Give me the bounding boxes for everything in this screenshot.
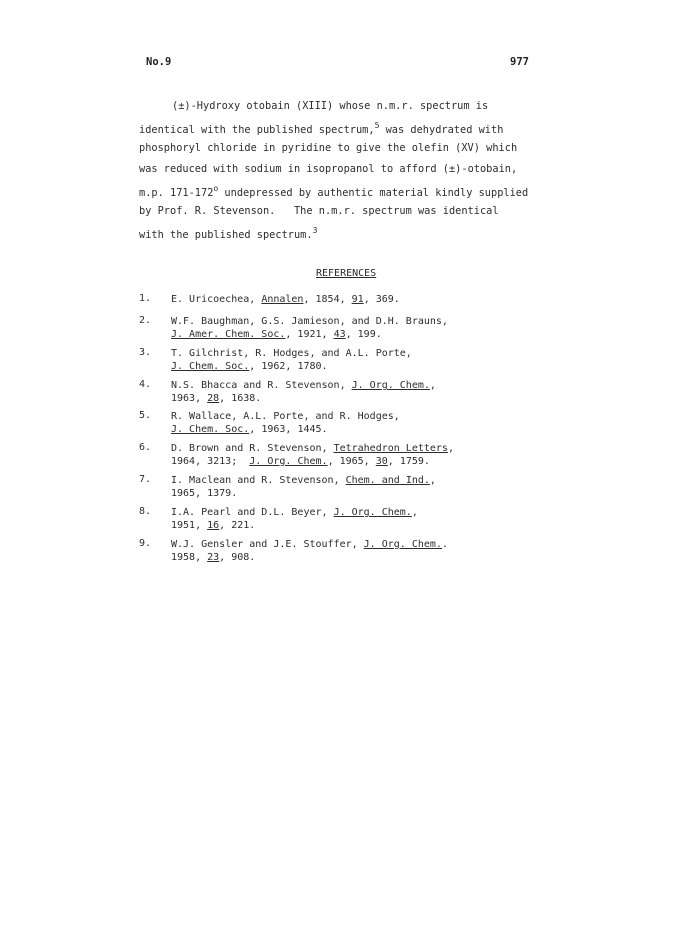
paragraph-line-3: phosphoryl chloride in pyridine to give the olefin (XV) which <box>139 142 518 154</box>
paragraph-line-1: (±)-Hydroxy otobain (XIII) whose n.m.r. spectrum is <box>172 100 489 112</box>
references-heading: REFERENCES <box>316 268 377 279</box>
citation-superscript: 3 <box>312 226 318 235</box>
citation-superscript: 5 <box>374 121 380 130</box>
degree-superscript: o <box>213 184 219 193</box>
paragraph-line-5: m.p. 171-172$^o$ undepressed by authentic material kindly supplied <box>139 184 529 199</box>
paragraph-line-6: by Prof. R. Stevenson. The n.m.r. spectrum was identical <box>139 205 499 217</box>
page-number: 977 <box>510 56 529 68</box>
paragraph-line-7: with the published spectrum.$^3$ <box>139 226 318 241</box>
document-page: No.9 977 (±)-Hydroxy otobain (XIII) whose n.m.r. spectrum is identical with the published spectrum,$^5$ was dehydrated with phosphoryl chloride in pyridine to give the olefin (XV) which was reduced with sodium in isopropanol to afford (±)-otobain, m.p. 171-172$^o$ undepressed by authentic material kindly supplied by Prof. R. Stevenson. The n.m.r. spectrum was identical with the published spectrum.$^3$ REFERENCES 1. E. Uricoechea, Annalen, 1854, 91, 369. 2. W.F. Baughman, G.S. Jamieson, and D.H. Brauns, J. Amer. Chem. Soc., 1921, 43, 199. 3. T. Gilchrist, R. Hodges, and A.L. Porte, J. Chem. Soc., 1962, 1780. 4. N.S. Bhacca and R. Stevenson, J. Org. Chem., 1963, 28, 1638. 5. R. Wallace, A.L. Porte, and R. Hodges, J. Chem. Soc., 1963, 1445. 6. D. Brown and R. Stevenson, Tetrahedron Letters, 1964, 3213; J. Org. Chem., 1965, 30, 1759. 7. I. Maclean and R. Stevenson, Chem. and Ind., 1965, 1379. 8. I.A. Pearl and D.L. Beyer, J. Org. Chem., 1951, 16, 221. 9. W.J. Gensler and J.E. Stouffer, J. Org. Chem.. 1958, 23, 908. <box>139 56 529 563</box>
paragraph-line-4: was reduced with sodium in isopropanol to afford (±)-otobain, <box>139 163 518 175</box>
journal-issue: No.9 <box>146 56 172 68</box>
paragraph-line-2: identical with the published spectrum,$^5$ was dehydrated with <box>139 121 504 136</box>
